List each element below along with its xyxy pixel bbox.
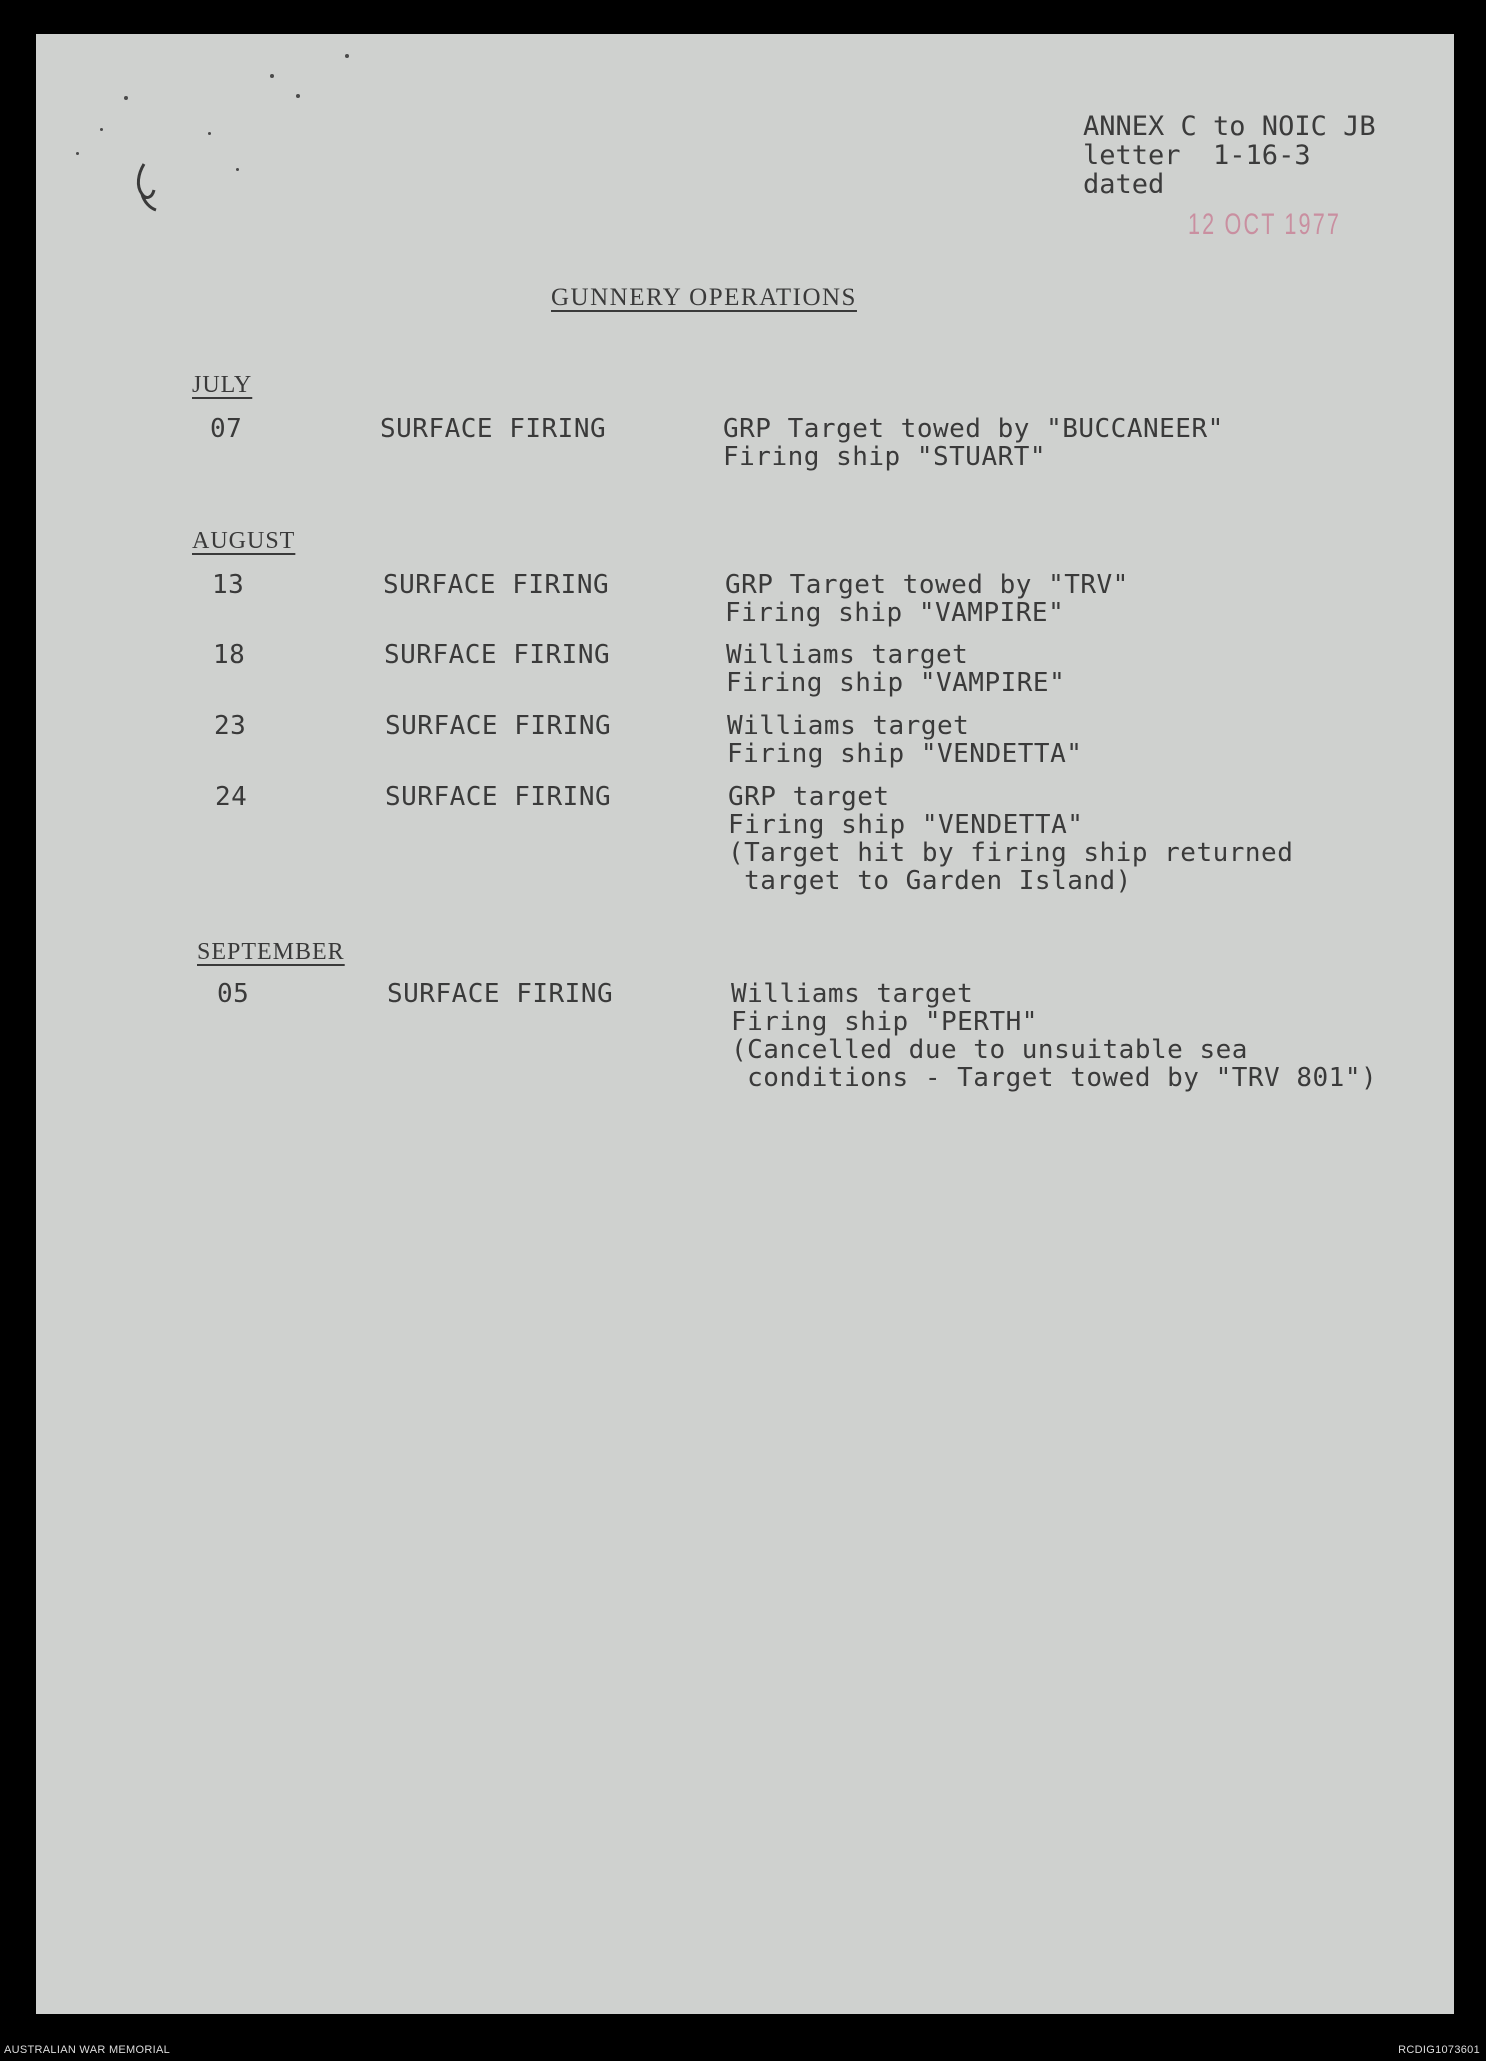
entry-detail: GRP Target towed by "BUCCANEER" <box>723 414 1224 444</box>
annex-header-line-3: dated <box>1083 169 1165 200</box>
entry-type: SURFACE FIRING <box>380 414 607 444</box>
entry-type: SURFACE FIRING <box>385 711 612 741</box>
entry-detail: Firing ship "PERTH" <box>731 1007 1038 1037</box>
paper-speck <box>270 74 274 78</box>
entry-type: SURFACE FIRING <box>387 979 614 1009</box>
footer-record-id: RCDIG1073601 <box>1398 2044 1480 2056</box>
entry-type: SURFACE FIRING <box>383 570 610 600</box>
entry-detail: GRP Target towed by "TRV" <box>725 570 1129 600</box>
paper-speck <box>100 128 103 131</box>
page-title: GUNNERY OPERATIONS <box>551 284 857 311</box>
paper-speck <box>208 132 211 135</box>
annex-header-line-1: ANNEX C to NOIC JB <box>1083 111 1376 142</box>
entry-detail: Firing ship "VAMPIRE" <box>725 598 1065 628</box>
entry-type: SURFACE FIRING <box>384 640 611 670</box>
entry-detail: conditions - Target towed by "TRV 801") <box>731 1063 1378 1093</box>
entry-detail: Williams target <box>727 711 970 741</box>
paper-speck <box>236 168 239 171</box>
entry-detail: Firing ship "VAMPIRE" <box>726 668 1066 698</box>
entry-type: SURFACE FIRING <box>385 782 612 812</box>
paper-speck <box>345 54 349 58</box>
month-heading-september: SEPTEMBER <box>197 939 345 965</box>
annex-header-line-2: letter 1-16-3 <box>1083 140 1311 171</box>
paper-speck <box>124 96 128 100</box>
entry-detail: GRP target <box>728 782 890 812</box>
entry-day: 24 <box>215 782 248 812</box>
pen-mark-icon <box>130 160 164 216</box>
paper-speck <box>296 94 300 98</box>
footer-archive-name: AUSTRALIAN WAR MEMORIAL <box>4 2044 171 2056</box>
month-heading-july: JULY <box>192 372 253 398</box>
entry-detail: (Target hit by firing ship returned <box>728 838 1294 868</box>
entry-day: 13 <box>212 570 245 600</box>
entry-detail: target to Garden Island) <box>728 866 1132 896</box>
month-heading-august: AUGUST <box>192 528 296 554</box>
entry-day: 18 <box>213 640 246 670</box>
entry-detail: Firing ship "STUART" <box>723 442 1047 472</box>
entry-day: 23 <box>214 711 247 741</box>
entry-day: 05 <box>217 979 250 1009</box>
entry-detail: Firing ship "VENDETTA" <box>728 810 1084 840</box>
entry-detail: Firing ship "VENDETTA" <box>727 739 1083 769</box>
entry-detail: Williams target <box>731 979 974 1009</box>
entry-detail: (Cancelled due to unsuitable sea <box>731 1035 1248 1065</box>
entry-detail: Williams target <box>726 640 969 670</box>
date-stamp: 12 OCT 1977 <box>1188 208 1342 241</box>
entry-day: 07 <box>210 414 243 444</box>
paper-speck <box>76 152 79 155</box>
